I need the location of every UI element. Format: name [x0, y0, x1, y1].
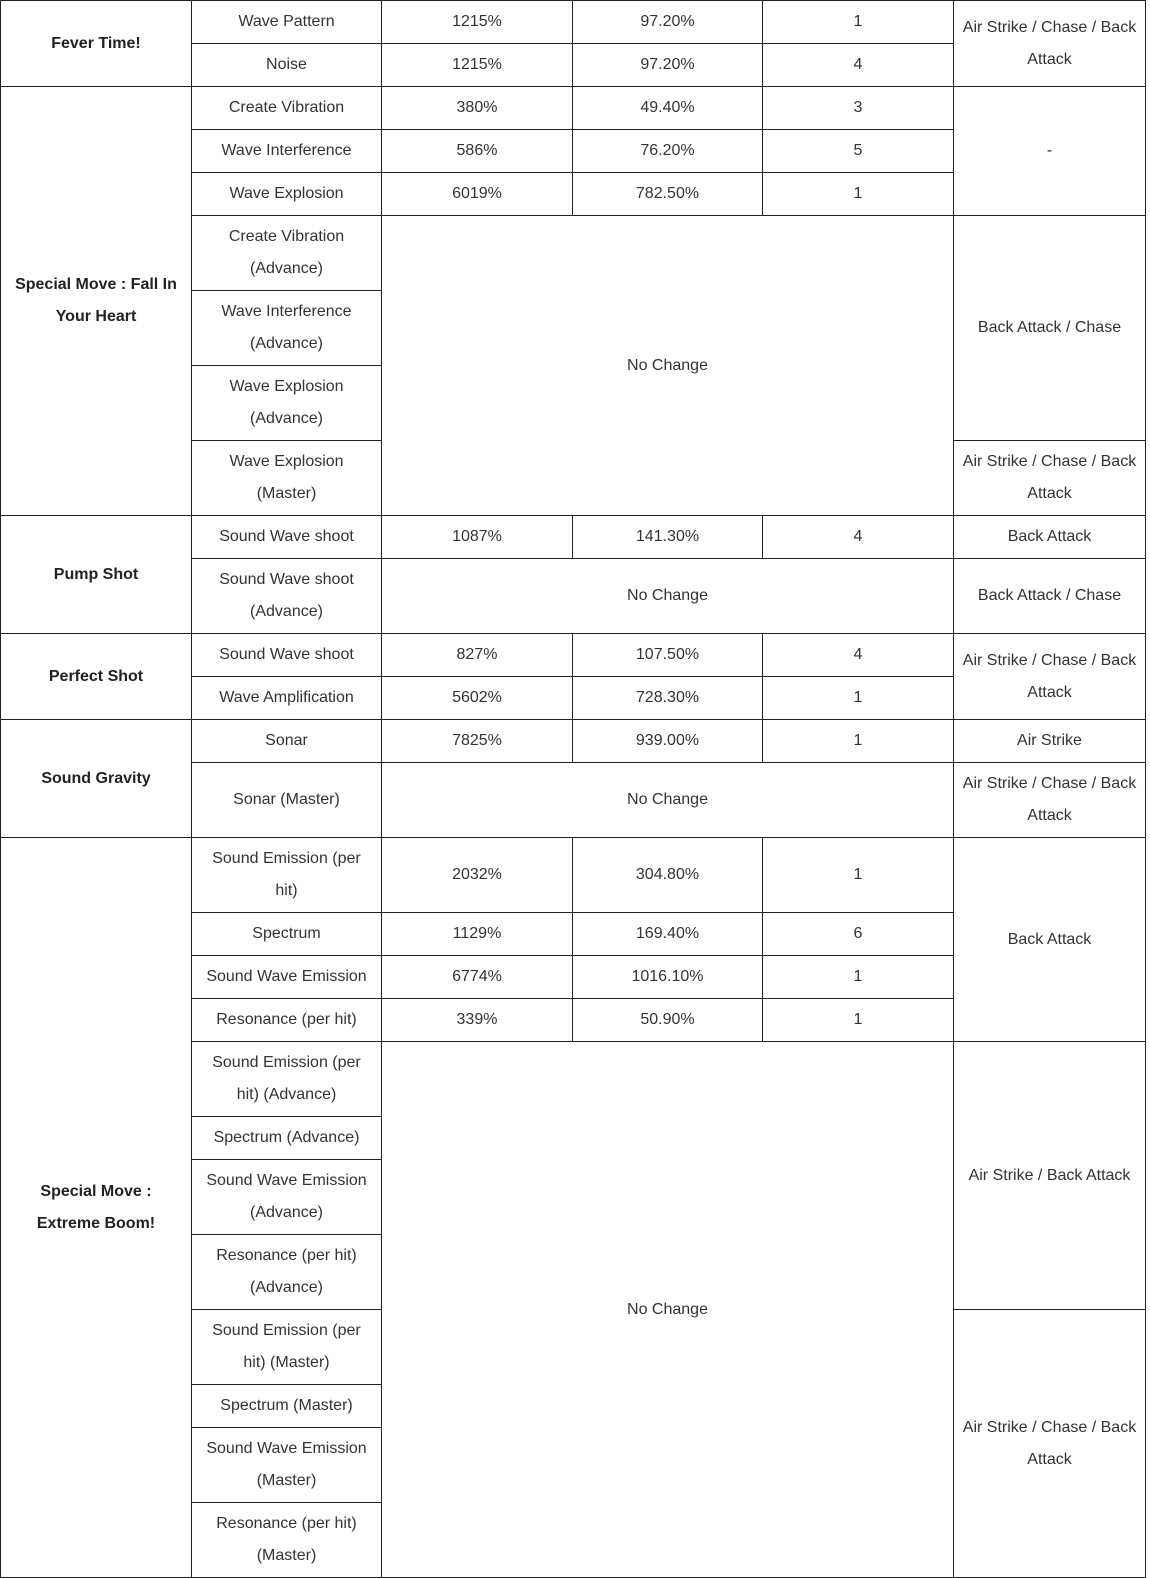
stage-name: Sonar (Master) [192, 763, 382, 838]
stage-name: Sound Emission (per hit) (Advance) [192, 1042, 382, 1117]
damage-value: 827% [382, 634, 573, 677]
stage-name: Spectrum (Master) [192, 1385, 382, 1428]
stage-name: Sound Wave shoot (Advance) [192, 559, 382, 634]
attack-type: Air Strike / Chase / Back Attack [954, 763, 1146, 838]
stage-name: Resonance (per hit) (Master) [192, 1503, 382, 1578]
hit-count: 1 [763, 720, 954, 763]
stagger-value: 169.40% [573, 913, 763, 956]
stagger-value: 97.20% [573, 1, 763, 44]
attack-type: Back Attack [954, 516, 1146, 559]
stage-name: Create Vibration (Advance) [192, 216, 382, 291]
stage-name: Sound Wave shoot [192, 634, 382, 677]
damage-value: 586% [382, 130, 573, 173]
stagger-value: 728.30% [573, 677, 763, 720]
stage-name: Wave Explosion (Advance) [192, 366, 382, 441]
attack-type: Air Strike / Back Attack [954, 1042, 1146, 1310]
table-row [1, 634, 1146, 677]
hit-count: 4 [763, 516, 954, 559]
attack-type: Air Strike / Chase / Back Attack [954, 634, 1146, 720]
stage-name: Wave Pattern [192, 1, 382, 44]
stage-name: Wave Amplification [192, 677, 382, 720]
stagger-value: 141.30% [573, 516, 763, 559]
stage-name: Spectrum (Advance) [192, 1117, 382, 1160]
hit-count: 1 [763, 956, 954, 999]
hit-count: 3 [763, 87, 954, 130]
damage-value: 1087% [382, 516, 573, 559]
hit-count: 4 [763, 44, 954, 87]
stagger-value: 76.20% [573, 130, 763, 173]
attack-type: - [954, 87, 1146, 216]
skill-name: Special Move : Fall In Your Heart [1, 87, 192, 516]
stage-name: Sound Emission (per hit) (Master) [192, 1310, 382, 1385]
stage-name: Sound Wave Emission (Advance) [192, 1160, 382, 1235]
damage-value: 1215% [382, 1, 573, 44]
hit-count: 1 [763, 677, 954, 720]
table-row [1, 516, 1146, 559]
skill-name: Sound Gravity [1, 720, 192, 838]
stage-name: Create Vibration [192, 87, 382, 130]
stage-name: Spectrum [192, 913, 382, 956]
hit-count: 1 [763, 838, 954, 913]
stage-name: Sonar [192, 720, 382, 763]
damage-value: 7825% [382, 720, 573, 763]
table-row [1, 838, 1146, 913]
stagger-value: 49.40% [573, 87, 763, 130]
attack-type: Back Attack / Chase [954, 559, 1146, 634]
hit-count: 1 [763, 173, 954, 216]
skill-name: Fever Time! [1, 1, 192, 87]
skill-name: Perfect Shot [1, 634, 192, 720]
stage-name: Wave Interference [192, 130, 382, 173]
damage-value: 1215% [382, 44, 573, 87]
stage-name: Resonance (per hit) [192, 999, 382, 1042]
stage-name: Wave Explosion [192, 173, 382, 216]
stagger-value: 97.20% [573, 44, 763, 87]
damage-value: 380% [382, 87, 573, 130]
no-change-cell: No Change [382, 1042, 954, 1578]
stagger-value: 939.00% [573, 720, 763, 763]
stage-name: Wave Explosion (Master) [192, 441, 382, 516]
damage-value: 5602% [382, 677, 573, 720]
hit-count: 4 [763, 634, 954, 677]
stage-name: Wave Interference (Advance) [192, 291, 382, 366]
stage-name: Sound Wave Emission [192, 956, 382, 999]
damage-value: 339% [382, 999, 573, 1042]
stage-name: Sound Emission (per hit) [192, 838, 382, 913]
stagger-value: 782.50% [573, 173, 763, 216]
no-change-cell: No Change [382, 763, 954, 838]
damage-value: 6774% [382, 956, 573, 999]
table-row [1, 720, 1146, 763]
damage-value: 2032% [382, 838, 573, 913]
stage-name: Noise [192, 44, 382, 87]
damage-value: 6019% [382, 173, 573, 216]
hit-count: 1 [763, 999, 954, 1042]
no-change-cell: No Change [382, 559, 954, 634]
attack-type: Air Strike / Chase / Back Attack [954, 1310, 1146, 1578]
table-row [1, 87, 1146, 130]
attack-type: Air Strike / Chase / Back Attack [954, 1, 1146, 87]
stage-name: Resonance (per hit) (Advance) [192, 1235, 382, 1310]
hit-count: 1 [763, 1, 954, 44]
hit-count: 6 [763, 913, 954, 956]
attack-type: Air Strike / Chase / Back Attack [954, 441, 1146, 516]
stagger-value: 107.50% [573, 634, 763, 677]
attack-type: Air Strike [954, 720, 1146, 763]
no-change-cell: No Change [382, 216, 954, 516]
table-row [1, 1, 1146, 44]
hit-count: 5 [763, 130, 954, 173]
damage-value: 1129% [382, 913, 573, 956]
stagger-value: 304.80% [573, 838, 763, 913]
skill-name: Pump Shot [1, 516, 192, 634]
skill-name: Special Move : Extreme Boom! [1, 838, 192, 1578]
stage-name: Sound Wave Emission (Master) [192, 1428, 382, 1503]
stage-name: Sound Wave shoot [192, 516, 382, 559]
attack-type: Back Attack / Chase [954, 216, 1146, 441]
stagger-value: 1016.10% [573, 956, 763, 999]
stagger-value: 50.90% [573, 999, 763, 1042]
attack-type: Back Attack [954, 838, 1146, 1042]
